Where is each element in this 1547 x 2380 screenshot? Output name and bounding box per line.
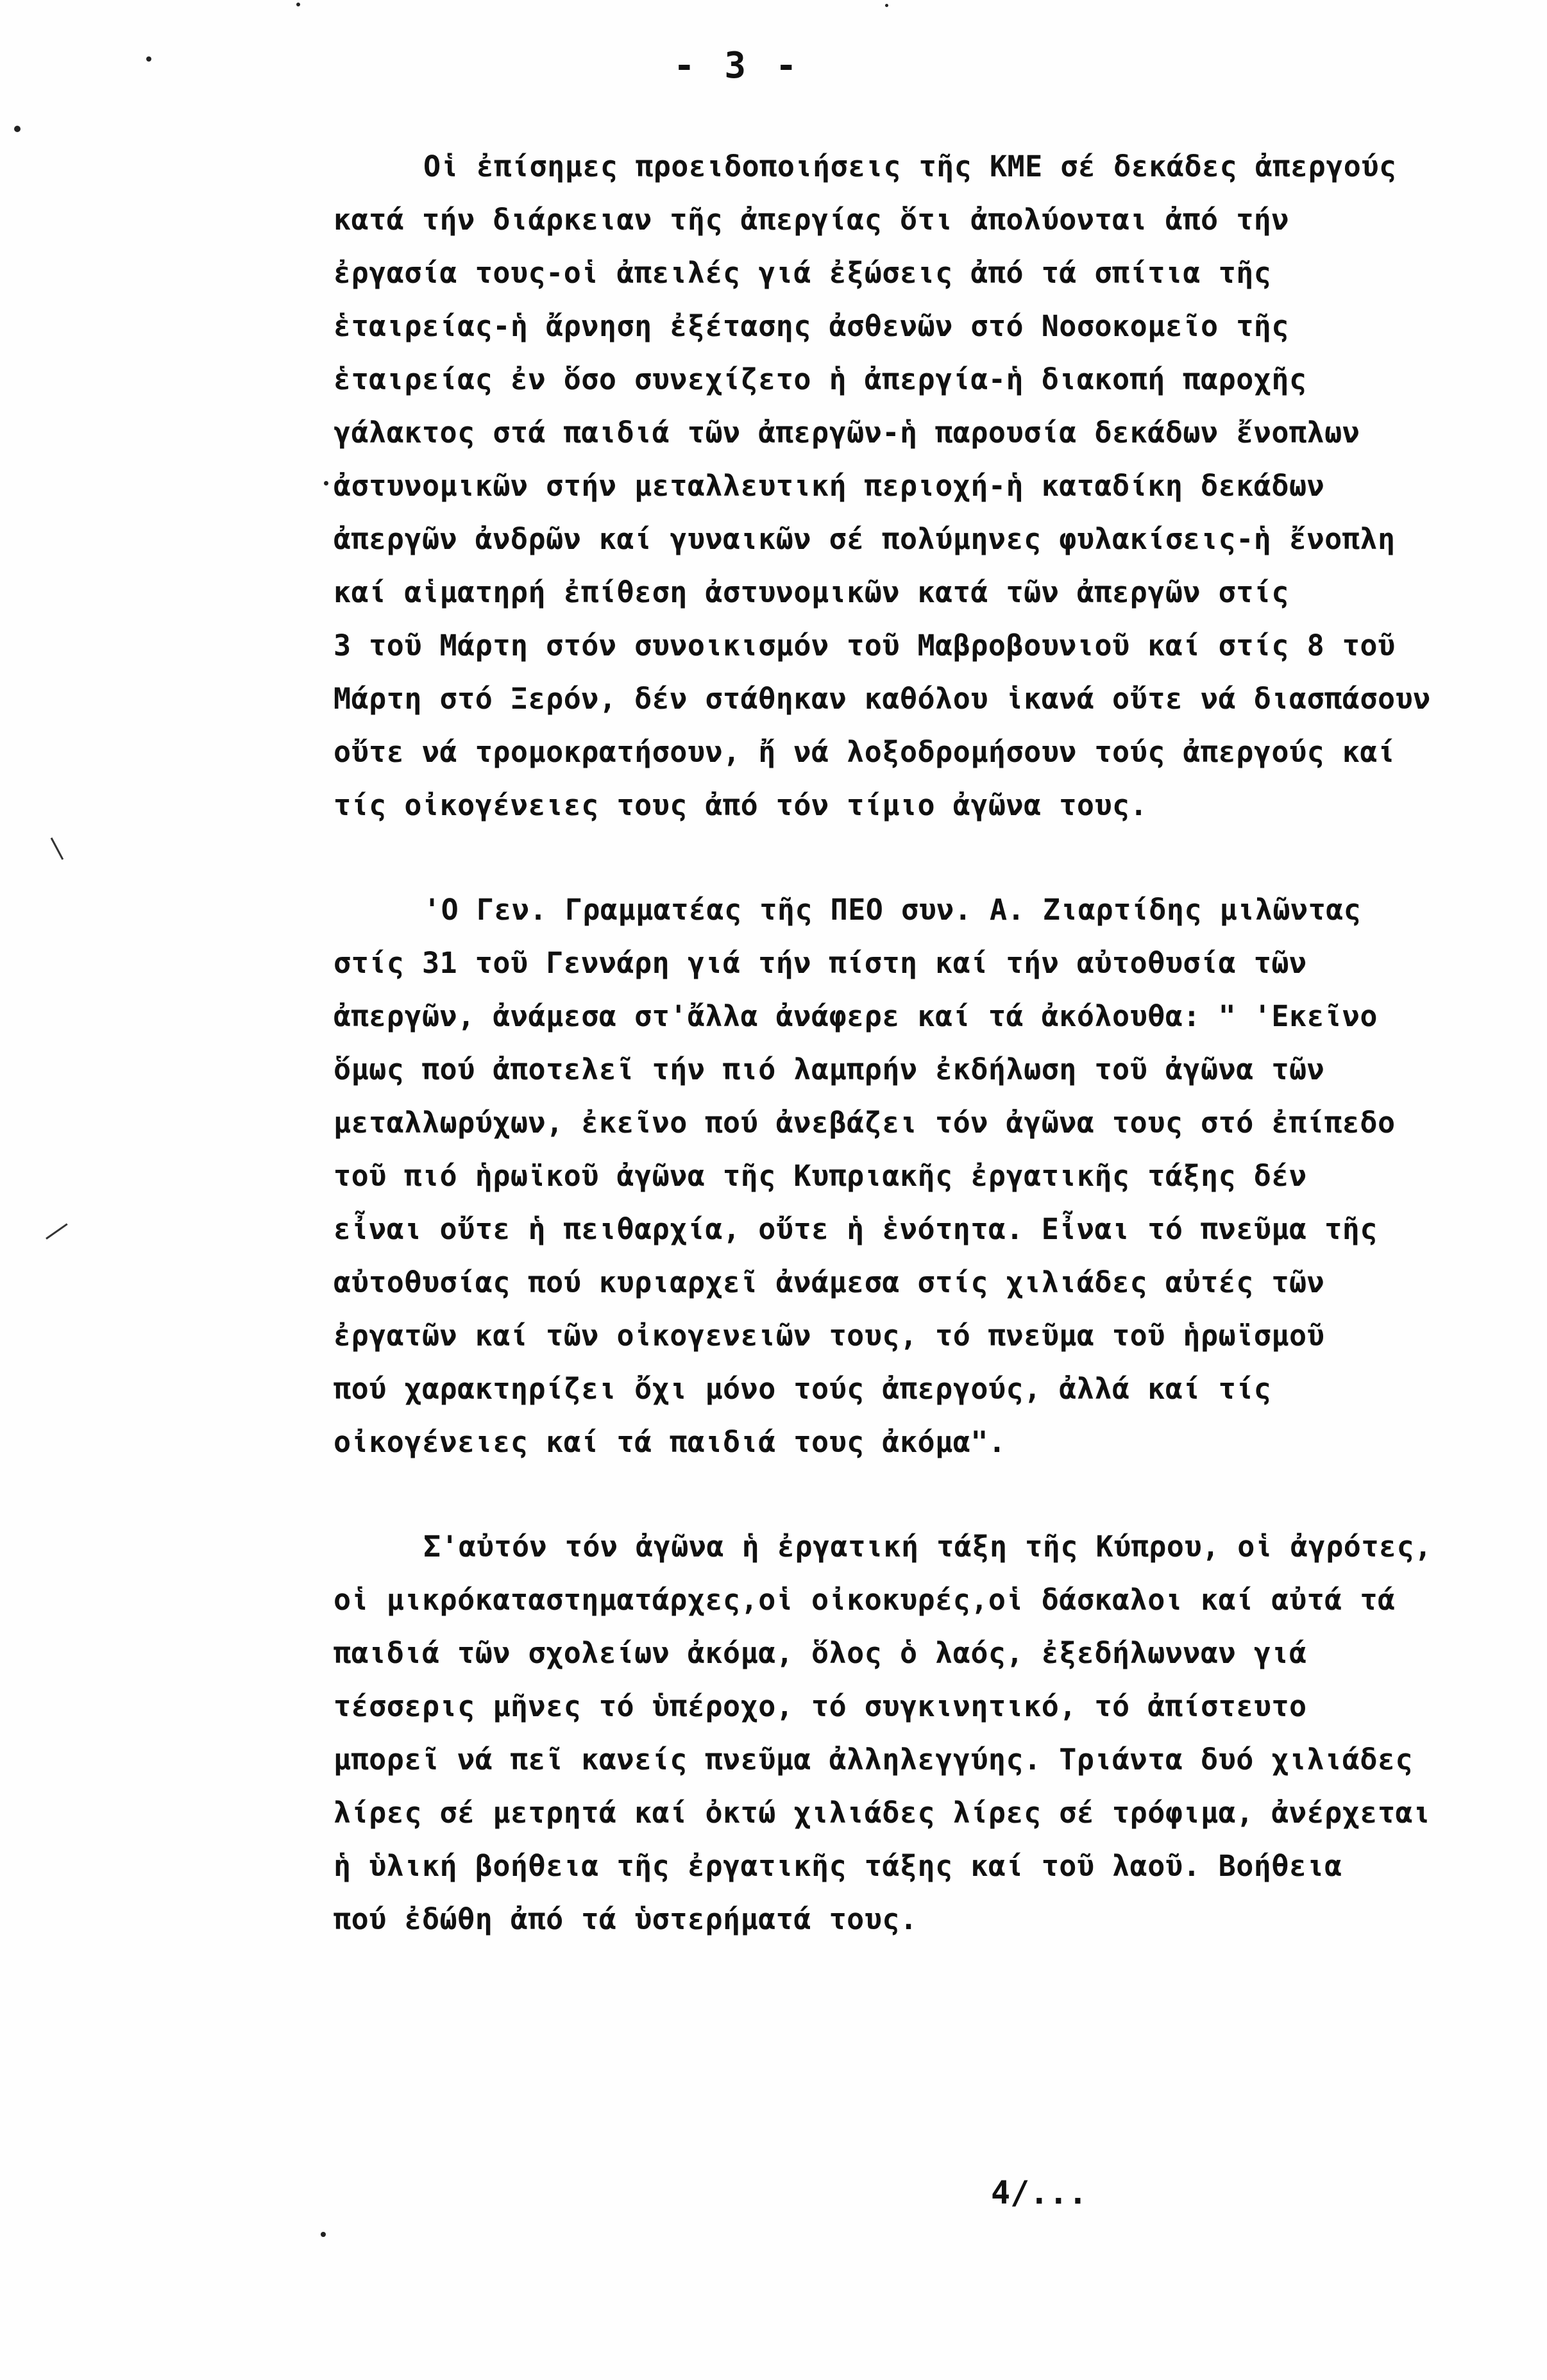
text-line: τέσσερις μῆνες τό ὑπέροχο, τό συγκινητικό, τό ἀπίστευτο (334, 1689, 1307, 1723)
text-line: ὅμως πού ἀποτελεῖ τήν πιό λαμπρήν ἐκδήλωση τοῦ ἀγῶνα τῶν (334, 1052, 1325, 1086)
scan-speck (324, 481, 328, 485)
text-line: αὐτοθυσίας πού κυριαρχεῖ ἀνάμεσα στίς χιλιάδες αὐτές τῶν (334, 1265, 1325, 1299)
text-line: παιδιά τῶν σχολείων ἀκόμα, ὅλος ὁ λαός, ἐξεδήλωνναν γιά (334, 1636, 1307, 1670)
text-line: πού χαρακτηρίζει ὄχι μόνο τούς ἀπεργούς, ἀλλά καί τίς (334, 1372, 1272, 1406)
text-line: μπορεῖ νά πεῖ κανείς πνεῦμα ἀλληλεγγύης. Τριάντα δυό χιλιάδες (334, 1743, 1414, 1777)
paragraph-secretary-quote (334, 883, 1507, 1469)
paragraph-solidarity (334, 1520, 1507, 1946)
scan-stroke (46, 1223, 67, 1239)
text-line: ἑταιρείας ἐν ὅσο συνεχίζετο ἡ ἀπεργία-ἡ διακοπή παροχῆς (334, 362, 1307, 396)
scan-stroke (51, 838, 63, 860)
text-line: λίρες σέ μετρητά καί ὀκτώ χιλιάδες λίρες σέ τρόφιμα, ἀνέρχεται (334, 1796, 1431, 1830)
text-line: ἐργασία τους-οἱ ἀπειλές γιά ἐξώσεις ἀπό τά σπίτια τῆς (334, 256, 1272, 290)
text-line: ἐργατῶν καί τῶν οἰκογενειῶν τους, τό πνεῦμα τοῦ ἡρωϊσμοῦ (334, 1319, 1325, 1353)
text-line: ἀπεργῶν, ἀνάμεσα στ'ἄλλα ἀνάφερε καί τά ἀκόλουθα: " 'Εκεῖνο (334, 999, 1378, 1033)
scan-speck (14, 126, 21, 132)
page-number: - 3 - (673, 45, 801, 87)
text-line: Οἱ ἐπίσημες προειδοποιήσεις τῆς ΚΜΕ σέ δεκάδες ἀπεργούς (423, 149, 1397, 183)
scan-speck (321, 2232, 326, 2237)
text-line: Μάρτη στό Ξερόν, δέν στάθηκαν καθόλου ἱκανά οὔτε νά διασπάσουν (334, 682, 1431, 716)
continuation-marker: 4/... (991, 2174, 1088, 2211)
text-line: τοῦ πιό ἡρωϊκοῦ ἀγῶνα τῆς Κυπριακῆς ἐργατικῆς τάξης δέν (334, 1159, 1307, 1193)
text-line: οἰκογένειες καί τά παιδιά τους ἀκόμα". (334, 1425, 1006, 1459)
text-line: ἀστυνομικῶν στήν μεταλλευτική περιοχή-ἡ καταδίκη δεκάδων (334, 469, 1325, 503)
text-line: ἑταιρείας-ἡ ἄρνηση ἐξέτασης ἀσθενῶν στό Νοσοκομεῖο τῆς (334, 309, 1289, 343)
text-line: ἡ ὑλική βοήθεια τῆς ἐργατικῆς τάξης καί τοῦ λαοῦ. Βοήθεια (334, 1849, 1342, 1883)
text-line: μεταλλωρύχων, ἐκεῖνο πού ἀνεβάζει τόν ἀγῶνα τους στό ἐπίπεδο (334, 1106, 1396, 1140)
text-line: πού ἐδώθη ἀπό τά ὑστερήματά τους. (334, 1902, 918, 1936)
text-line: 3 τοῦ Μάρτη στόν συνοικισμόν τοῦ Μαβροβουνιοῦ καί στίς 8 τοῦ (334, 629, 1396, 663)
scan-speck (885, 4, 888, 7)
scan-speck (146, 56, 151, 62)
text-line: 'Ο Γεν. Γραμματέας τῆς ΠΕΟ συν. Α. Ζιαρτίδης μιλῶντας (423, 893, 1362, 927)
scan-speck (296, 3, 300, 6)
paragraph-strike-pressure (334, 140, 1507, 832)
text-line: γάλακτος στά παιδιά τῶν ἀπεργῶν-ἡ παρουσία δεκάδων ἔνοπλων (334, 416, 1360, 450)
text-line: κατά τήν διάρκειαν τῆς ἀπεργίας ὅτι ἀπολύονται ἀπό τήν (334, 203, 1289, 237)
text-line: τίς οἰκογένειες τους ἀπό τόν τίμιο ἀγῶνα τους. (334, 788, 1148, 822)
text-line: οὔτε νά τρομοκρατήσουν, ἤ νά λοξοδρομήσουν τούς ἀπεργούς καί (334, 735, 1396, 769)
text-line: καί αἱματηρή ἐπίθεση ἀστυνομικῶν κατά τῶν ἀπεργῶν στίς (334, 575, 1289, 609)
text-line: ἀπεργῶν ἀνδρῶν καί γυναικῶν σέ πολύμηνες φυλακίσεις-ἡ ἔνοπλη (334, 522, 1396, 556)
text-line: οἱ μικρόκαταστηματάρχες,οἱ οἰκοκυρές,οἱ δάσκαλοι καί αὐτά τά (334, 1583, 1396, 1617)
text-line: Σ'αὐτόν τόν ἀγῶνα ἡ ἐργατική τάξη τῆς Κύπρου, οἱ ἀγρότες, (423, 1530, 1432, 1564)
body-text (334, 140, 1507, 1997)
text-line: στίς 31 τοῦ Γεννάρη γιά τήν πίστη καί τήν αὐτοθυσία τῶν (334, 946, 1307, 980)
text-line: εἶναι οὔτε ἡ πειθαρχία, οὔτε ἡ ἑνότητα. Εἶναι τό πνεῦμα τῆς (334, 1212, 1378, 1246)
